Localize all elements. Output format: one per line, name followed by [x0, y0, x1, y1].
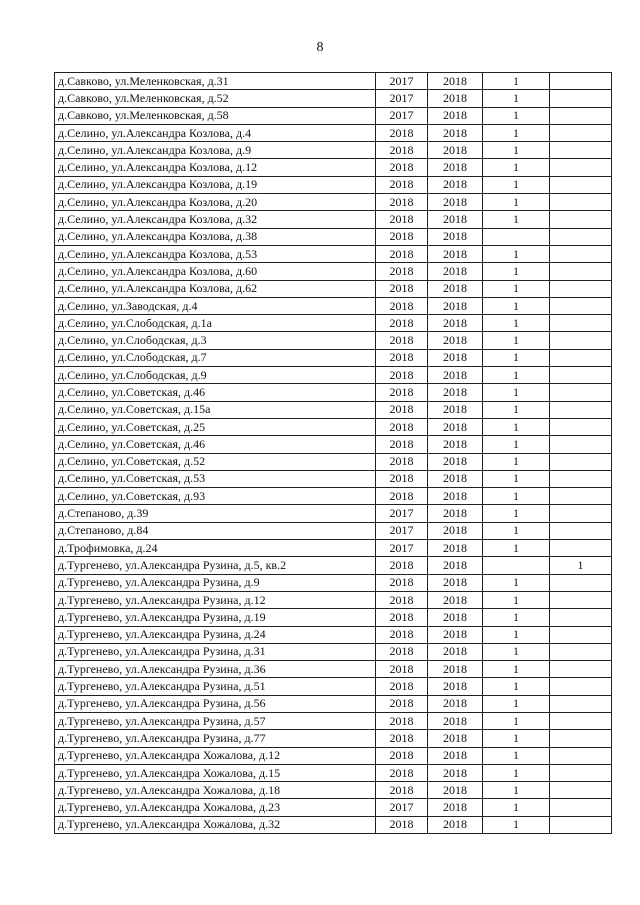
- year-start-cell: 2017: [376, 505, 428, 522]
- count-cell: 1: [483, 626, 550, 643]
- extra-count-cell: [550, 747, 612, 764]
- extra-count-cell: [550, 522, 612, 539]
- table-row: [55, 349, 612, 366]
- table-row: [55, 609, 612, 626]
- extra-count-cell: [550, 73, 612, 90]
- table-row: [55, 626, 612, 643]
- count-cell: 1: [483, 591, 550, 608]
- extra-count-cell: [550, 488, 612, 505]
- year-end-cell: 2018: [428, 730, 483, 747]
- year-end-cell: 2018: [428, 557, 483, 574]
- year-end-cell: 2018: [428, 695, 483, 712]
- table-row: [55, 488, 612, 505]
- year-start-cell: 2017: [376, 73, 428, 90]
- address-cell: д.Тургенево, ул.Александра Рузина, д.9: [55, 574, 376, 591]
- year-end-cell: 2018: [428, 816, 483, 833]
- year-end-cell: 2018: [428, 176, 483, 193]
- table-row: [55, 176, 612, 193]
- extra-count-cell: [550, 609, 612, 626]
- year-end-cell: 2018: [428, 349, 483, 366]
- count-cell: 1: [483, 211, 550, 228]
- extra-count-cell: [550, 661, 612, 678]
- address-cell: д.Тургенево, ул.Александра Хожалова, д.23: [55, 799, 376, 816]
- table-row: [55, 107, 612, 124]
- address-cell: д.Тургенево, ул.Александра Рузина, д.51: [55, 678, 376, 695]
- table-row: [55, 367, 612, 384]
- count-cell: [483, 228, 550, 245]
- table-row: [55, 505, 612, 522]
- extra-count-cell: [550, 159, 612, 176]
- extra-count-cell: 1: [550, 557, 612, 574]
- year-end-cell: 2018: [428, 90, 483, 107]
- extra-count-cell: [550, 470, 612, 487]
- extra-count-cell: [550, 297, 612, 314]
- table-row: [55, 747, 612, 764]
- address-cell: д.Тургенево, ул.Александра Рузина, д.19: [55, 609, 376, 626]
- year-start-cell: 2018: [376, 626, 428, 643]
- count-cell: 1: [483, 712, 550, 729]
- extra-count-cell: [550, 782, 612, 799]
- table-row: [55, 470, 612, 487]
- year-start-cell: 2018: [376, 712, 428, 729]
- extra-count-cell: [550, 107, 612, 124]
- year-start-cell: 2017: [376, 107, 428, 124]
- year-start-cell: 2017: [376, 90, 428, 107]
- extra-count-cell: [550, 799, 612, 816]
- year-start-cell: 2018: [376, 764, 428, 781]
- count-cell: 1: [483, 176, 550, 193]
- address-cell: д.Тургенево, ул.Александра Рузина, д.5, кв.2: [55, 557, 376, 574]
- year-start-cell: 2018: [376, 643, 428, 660]
- extra-count-cell: [550, 730, 612, 747]
- table-row: [55, 90, 612, 107]
- address-cell: д.Селино, ул.Александра Козлова, д.19: [55, 176, 376, 193]
- address-cell: д.Селино, ул.Слободская, д.9: [55, 367, 376, 384]
- count-cell: 1: [483, 332, 550, 349]
- year-start-cell: 2018: [376, 401, 428, 418]
- count-cell: 1: [483, 488, 550, 505]
- count-cell: 1: [483, 124, 550, 141]
- table-row: [55, 643, 612, 660]
- year-end-cell: 2018: [428, 488, 483, 505]
- table-row: [55, 574, 612, 591]
- address-cell: д.Степаново, д.39: [55, 505, 376, 522]
- table-row: [55, 263, 612, 280]
- year-start-cell: 2018: [376, 816, 428, 833]
- extra-count-cell: [550, 245, 612, 262]
- count-cell: 1: [483, 799, 550, 816]
- extra-count-cell: [550, 712, 612, 729]
- year-end-cell: 2018: [428, 124, 483, 141]
- extra-count-cell: [550, 90, 612, 107]
- count-cell: 1: [483, 349, 550, 366]
- extra-count-cell: [550, 816, 612, 833]
- extra-count-cell: [550, 695, 612, 712]
- table-row: [55, 591, 612, 608]
- count-cell: 1: [483, 730, 550, 747]
- year-end-cell: 2018: [428, 211, 483, 228]
- address-cell: д.Селино, ул.Александра Козлова, д.20: [55, 194, 376, 211]
- table-row: [55, 799, 612, 816]
- count-cell: 1: [483, 505, 550, 522]
- table-row: [55, 315, 612, 332]
- year-end-cell: 2018: [428, 332, 483, 349]
- year-end-cell: 2018: [428, 384, 483, 401]
- extra-count-cell: [550, 124, 612, 141]
- year-end-cell: 2018: [428, 678, 483, 695]
- year-end-cell: 2018: [428, 263, 483, 280]
- year-end-cell: 2018: [428, 315, 483, 332]
- year-end-cell: 2018: [428, 107, 483, 124]
- table-row: [55, 280, 612, 297]
- address-cell: д.Тургенево, ул.Александра Рузина, д.31: [55, 643, 376, 660]
- count-cell: 1: [483, 384, 550, 401]
- address-cell: д.Тургенево, ул.Александра Рузина, д.77: [55, 730, 376, 747]
- count-cell: 1: [483, 470, 550, 487]
- year-start-cell: 2018: [376, 488, 428, 505]
- address-cell: д.Тургенево, ул.Александра Рузина, д.57: [55, 712, 376, 729]
- extra-count-cell: [550, 211, 612, 228]
- address-cell: д.Селино, ул.Александра Козлова, д.12: [55, 159, 376, 176]
- table-row: [55, 384, 612, 401]
- address-cell: д.Селино, ул.Александра Козлова, д.4: [55, 124, 376, 141]
- year-start-cell: 2018: [376, 245, 428, 262]
- year-start-cell: 2017: [376, 522, 428, 539]
- year-start-cell: 2018: [376, 695, 428, 712]
- extra-count-cell: [550, 418, 612, 435]
- extra-count-cell: [550, 436, 612, 453]
- year-start-cell: 2018: [376, 194, 428, 211]
- address-cell: д.Селино, ул.Александра Козлова, д.53: [55, 245, 376, 262]
- year-start-cell: 2018: [376, 436, 428, 453]
- year-start-cell: 2018: [376, 557, 428, 574]
- address-cell: д.Селино, ул.Советская, д.46: [55, 384, 376, 401]
- table-row: [55, 540, 612, 557]
- table-row: [55, 678, 612, 695]
- extra-count-cell: [550, 574, 612, 591]
- year-end-cell: 2018: [428, 626, 483, 643]
- extra-count-cell: [550, 176, 612, 193]
- year-start-cell: 2018: [376, 782, 428, 799]
- table-row: [55, 297, 612, 314]
- table-row: [55, 211, 612, 228]
- year-start-cell: 2018: [376, 609, 428, 626]
- count-cell: 1: [483, 782, 550, 799]
- extra-count-cell: [550, 367, 612, 384]
- count-cell: 1: [483, 315, 550, 332]
- address-table-body: [55, 73, 612, 834]
- year-start-cell: 2018: [376, 263, 428, 280]
- year-end-cell: 2018: [428, 522, 483, 539]
- year-end-cell: 2018: [428, 297, 483, 314]
- count-cell: [483, 557, 550, 574]
- extra-count-cell: [550, 453, 612, 470]
- extra-count-cell: [550, 384, 612, 401]
- address-cell: д.Селино, ул.Советская, д.25: [55, 418, 376, 435]
- address-cell: д.Тургенево, ул.Александра Хожалова, д.15: [55, 764, 376, 781]
- count-cell: 1: [483, 142, 550, 159]
- table-row: [55, 453, 612, 470]
- year-start-cell: 2018: [376, 470, 428, 487]
- year-end-cell: 2018: [428, 228, 483, 245]
- year-start-cell: 2018: [376, 142, 428, 159]
- year-start-cell: 2018: [376, 453, 428, 470]
- year-end-cell: 2018: [428, 401, 483, 418]
- extra-count-cell: [550, 194, 612, 211]
- year-end-cell: 2018: [428, 661, 483, 678]
- count-cell: 1: [483, 747, 550, 764]
- table-row: [55, 522, 612, 539]
- year-start-cell: 2018: [376, 332, 428, 349]
- address-table: [54, 72, 612, 834]
- year-start-cell: 2018: [376, 661, 428, 678]
- year-end-cell: 2018: [428, 280, 483, 297]
- address-cell: д.Тургенево, ул.Александра Хожалова, д.12: [55, 747, 376, 764]
- year-end-cell: 2018: [428, 764, 483, 781]
- extra-count-cell: [550, 228, 612, 245]
- year-start-cell: 2017: [376, 799, 428, 816]
- count-cell: 1: [483, 816, 550, 833]
- address-cell: д.Тургенево, ул.Александра Хожалова, д.32: [55, 816, 376, 833]
- extra-count-cell: [550, 263, 612, 280]
- year-end-cell: 2018: [428, 540, 483, 557]
- year-start-cell: 2018: [376, 159, 428, 176]
- address-cell: д.Селино, ул.Александра Козлова, д.32: [55, 211, 376, 228]
- count-cell: 1: [483, 73, 550, 90]
- year-end-cell: 2018: [428, 453, 483, 470]
- table-row: [55, 124, 612, 141]
- address-cell: д.Селино, ул.Советская, д.46: [55, 436, 376, 453]
- count-cell: 1: [483, 764, 550, 781]
- address-cell: д.Степаново, д.84: [55, 522, 376, 539]
- address-cell: д.Селино, ул.Александра Козлова, д.62: [55, 280, 376, 297]
- table-row: [55, 159, 612, 176]
- extra-count-cell: [550, 401, 612, 418]
- address-cell: д.Тургенево, ул.Александра Рузина, д.12: [55, 591, 376, 608]
- count-cell: 1: [483, 194, 550, 211]
- year-start-cell: 2018: [376, 574, 428, 591]
- table-row: [55, 194, 612, 211]
- year-end-cell: 2018: [428, 367, 483, 384]
- year-end-cell: 2018: [428, 591, 483, 608]
- year-end-cell: 2018: [428, 142, 483, 159]
- extra-count-cell: [550, 591, 612, 608]
- year-start-cell: 2018: [376, 124, 428, 141]
- extra-count-cell: [550, 505, 612, 522]
- count-cell: 1: [483, 609, 550, 626]
- page-number: 8: [316, 40, 324, 55]
- year-end-cell: 2018: [428, 574, 483, 591]
- address-cell: д.Тургенево, ул.Александра Рузина, д.36: [55, 661, 376, 678]
- year-start-cell: 2018: [376, 315, 428, 332]
- table-row: [55, 782, 612, 799]
- address-cell: д.Селино, ул.Слободская, д.7: [55, 349, 376, 366]
- table-row: [55, 332, 612, 349]
- extra-count-cell: [550, 626, 612, 643]
- year-end-cell: 2018: [428, 747, 483, 764]
- count-cell: 1: [483, 107, 550, 124]
- table-row: [55, 661, 612, 678]
- address-cell: д.Тургенево, ул.Александра Рузина, д.56: [55, 695, 376, 712]
- table-row: [55, 695, 612, 712]
- year-end-cell: 2018: [428, 73, 483, 90]
- count-cell: 1: [483, 540, 550, 557]
- count-cell: 1: [483, 695, 550, 712]
- count-cell: 1: [483, 661, 550, 678]
- address-cell: д.Селино, ул.Александра Козлова, д.60: [55, 263, 376, 280]
- extra-count-cell: [550, 540, 612, 557]
- table-row: [55, 142, 612, 159]
- address-cell: д.Селино, ул.Слободская, д.3: [55, 332, 376, 349]
- address-cell: д.Селино, ул.Советская, д.52: [55, 453, 376, 470]
- extra-count-cell: [550, 764, 612, 781]
- address-cell: д.Савково, ул.Меленковская, д.52: [55, 90, 376, 107]
- count-cell: 1: [483, 678, 550, 695]
- extra-count-cell: [550, 332, 612, 349]
- extra-count-cell: [550, 643, 612, 660]
- year-end-cell: 2018: [428, 609, 483, 626]
- year-end-cell: 2018: [428, 470, 483, 487]
- address-cell: д.Селино, ул.Советская, д.15а: [55, 401, 376, 418]
- year-end-cell: 2018: [428, 245, 483, 262]
- count-cell: 1: [483, 574, 550, 591]
- address-cell: д.Савково, ул.Меленковская, д.58: [55, 107, 376, 124]
- count-cell: 1: [483, 367, 550, 384]
- address-cell: д.Селино, ул.Александра Козлова, д.38: [55, 228, 376, 245]
- count-cell: 1: [483, 159, 550, 176]
- extra-count-cell: [550, 678, 612, 695]
- table-row: [55, 557, 612, 574]
- year-end-cell: 2018: [428, 712, 483, 729]
- year-end-cell: 2018: [428, 799, 483, 816]
- year-start-cell: 2018: [376, 367, 428, 384]
- year-end-cell: 2018: [428, 643, 483, 660]
- address-cell: д.Селино, ул.Слободская, д.1а: [55, 315, 376, 332]
- year-start-cell: 2018: [376, 211, 428, 228]
- year-start-cell: 2018: [376, 418, 428, 435]
- year-start-cell: 2018: [376, 280, 428, 297]
- table-row: [55, 401, 612, 418]
- year-start-cell: 2018: [376, 591, 428, 608]
- year-start-cell: 2017: [376, 540, 428, 557]
- address-cell: д.Селино, ул.Советская, д.93: [55, 488, 376, 505]
- count-cell: 1: [483, 522, 550, 539]
- table-row: [55, 816, 612, 833]
- year-start-cell: 2018: [376, 384, 428, 401]
- address-cell: д.Селино, ул.Александра Козлова, д.9: [55, 142, 376, 159]
- table-row: [55, 764, 612, 781]
- table-row: [55, 73, 612, 90]
- address-cell: д.Савково, ул.Меленковская, д.31: [55, 73, 376, 90]
- count-cell: 1: [483, 280, 550, 297]
- year-start-cell: 2018: [376, 730, 428, 747]
- count-cell: 1: [483, 643, 550, 660]
- year-start-cell: 2018: [376, 176, 428, 193]
- count-cell: 1: [483, 436, 550, 453]
- address-cell: д.Тургенево, ул.Александра Хожалова, д.18: [55, 782, 376, 799]
- address-cell: д.Селино, ул.Советская, д.53: [55, 470, 376, 487]
- count-cell: 1: [483, 245, 550, 262]
- year-start-cell: 2018: [376, 678, 428, 695]
- count-cell: 1: [483, 401, 550, 418]
- address-cell: д.Трофимовка, д.24: [55, 540, 376, 557]
- year-end-cell: 2018: [428, 194, 483, 211]
- extra-count-cell: [550, 315, 612, 332]
- year-end-cell: 2018: [428, 418, 483, 435]
- table-row: [55, 418, 612, 435]
- extra-count-cell: [550, 349, 612, 366]
- year-start-cell: 2018: [376, 228, 428, 245]
- year-end-cell: 2018: [428, 159, 483, 176]
- count-cell: 1: [483, 418, 550, 435]
- table-row: [55, 436, 612, 453]
- address-cell: д.Тургенево, ул.Александра Рузина, д.24: [55, 626, 376, 643]
- count-cell: 1: [483, 453, 550, 470]
- extra-count-cell: [550, 280, 612, 297]
- year-end-cell: 2018: [428, 436, 483, 453]
- address-cell: д.Селино, ул.Заводская, д.4: [55, 297, 376, 314]
- year-end-cell: 2018: [428, 782, 483, 799]
- table-row: [55, 712, 612, 729]
- table-row: [55, 730, 612, 747]
- year-start-cell: 2018: [376, 297, 428, 314]
- count-cell: 1: [483, 90, 550, 107]
- year-start-cell: 2018: [376, 349, 428, 366]
- count-cell: 1: [483, 263, 550, 280]
- extra-count-cell: [550, 142, 612, 159]
- table-row: [55, 245, 612, 262]
- year-start-cell: 2018: [376, 747, 428, 764]
- year-end-cell: 2018: [428, 505, 483, 522]
- count-cell: 1: [483, 297, 550, 314]
- table-row: [55, 228, 612, 245]
